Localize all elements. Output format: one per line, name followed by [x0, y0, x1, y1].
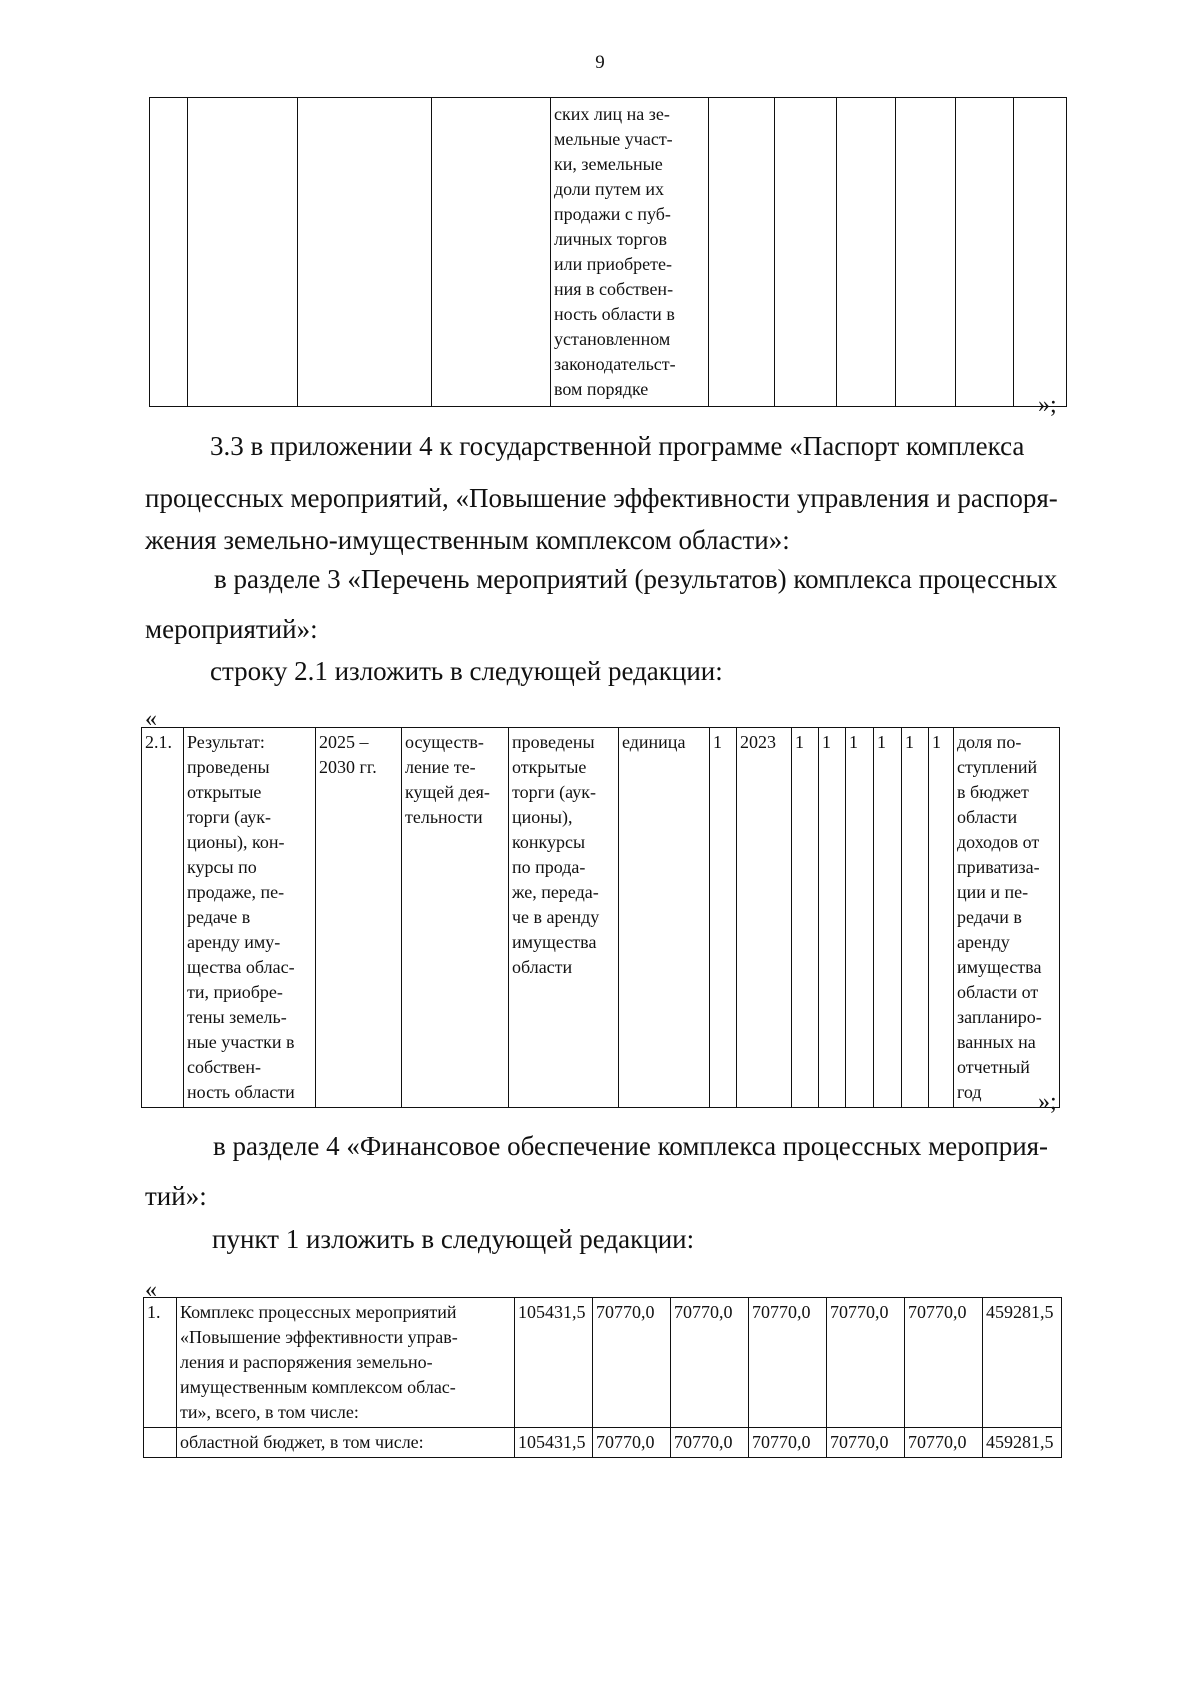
opening-quote: «	[145, 1277, 157, 1303]
indicator-cell: доля по- ступлений в бюджет области доходов от приватиза- ции и пе- редачи в аренду имущества области от запланиро- ванных на отчетный год	[954, 728, 1060, 1108]
amount-cell: 105431,5	[515, 1428, 593, 1458]
year-value-cell: 1	[874, 728, 902, 1108]
financing-table	[143, 1297, 1062, 1458]
amount-cell: 70770,0	[671, 1428, 749, 1458]
row-number	[144, 1428, 177, 1458]
page-number: 9	[595, 52, 605, 73]
amount-cell: 70770,0	[905, 1298, 983, 1428]
amount-cell: 70770,0	[593, 1428, 671, 1458]
amount-cell: 70770,0	[905, 1428, 983, 1458]
row-name: Комплекс процессных мероприятий «Повышение эффективности управ- ления и распоряжения земельно- имущественным комплексом облас- ти», всего, в том числе:	[177, 1298, 515, 1428]
row-number: 1.	[144, 1298, 177, 1428]
year-value-cell: 1	[819, 728, 846, 1108]
closing-quote: »;	[1038, 392, 1057, 418]
year-value-cell: 1	[902, 728, 929, 1108]
year-value-cell: 1	[792, 728, 819, 1108]
paragraph-section4-line1: в разделе 4 «Финансовое обеспечение комплекса процессных мероприя-	[213, 1131, 1049, 1161]
table-row	[144, 1298, 1062, 1428]
description-cell: проведены открытые торги (аук- ционы), конкурсы по прода- же, переда- че в аренду имущества области	[509, 728, 619, 1108]
amount-cell: 70770,0	[749, 1298, 827, 1428]
row-number: 2.1.	[142, 728, 184, 1108]
paragraph-section3-line2: мероприятий»:	[145, 614, 318, 644]
table-row-2-1	[141, 727, 1060, 1108]
paragraph-row-2-1: строку 2.1 изложить в следующей редакции:	[210, 656, 723, 686]
table-continuation	[149, 97, 1067, 407]
amount-cell: 70770,0	[827, 1298, 905, 1428]
unit-cell: единица	[619, 728, 710, 1108]
result-cell: Результат: проведены открытые торги (аук- ционы), кон- курсы по продаже, пе- редаче в аренду иму- щества облас- ти, приобре- тены земель- ные участки в собствен- ность области	[184, 728, 316, 1108]
row-name: областной бюджет, в том числе:	[177, 1428, 515, 1458]
paragraph-3-3-line2: процессных мероприятий, «Повышение эффективности управления и распоря-	[145, 483, 1058, 513]
amount-cell: 70770,0	[827, 1428, 905, 1458]
paragraph-item1: пункт 1 изложить в следующей редакции:	[212, 1224, 695, 1254]
table-row	[144, 1428, 1062, 1458]
paragraph-section4-line2: тий»:	[145, 1181, 207, 1211]
amount-cell: 105431,5	[515, 1298, 593, 1428]
closing-quote: »;	[1038, 1089, 1057, 1115]
amount-cell: 70770,0	[671, 1298, 749, 1428]
total-cell: 459281,5	[983, 1298, 1062, 1428]
table-row	[142, 728, 1060, 1108]
base-year-cell: 2023	[737, 728, 792, 1108]
base-value-cell: 1	[710, 728, 737, 1108]
period-cell: 2025 – 2030 гг.	[316, 728, 402, 1108]
paragraph-3-3-line3: жения земельно-имущественным комплексом области»:	[145, 525, 790, 555]
table1-text-cell: ских лиц на зе- мельные участ- ки, земельные доли путем их продажи с пуб- личных торгов или приобрете- ния в собствен- ность области в установленном законодательст- вом порядке	[551, 98, 709, 407]
paragraph-section3-line1: в разделе 3 «Перечень мероприятий (результатов) комплекса процессных	[214, 564, 1058, 594]
amount-cell: 70770,0	[749, 1428, 827, 1458]
amount-cell: 70770,0	[593, 1298, 671, 1428]
paragraph-3-3-line1: 3.3 в приложении 4 к государственной программе «Паспорт комплекса	[210, 431, 1025, 461]
table-row	[150, 98, 1067, 407]
year-value-cell: 1	[929, 728, 954, 1108]
total-cell: 459281,5	[983, 1428, 1062, 1458]
opening-quote: «	[145, 706, 157, 732]
year-value-cell: 1	[846, 728, 874, 1108]
type-cell: осуществ- ление те- кущей дея- тельности	[402, 728, 509, 1108]
